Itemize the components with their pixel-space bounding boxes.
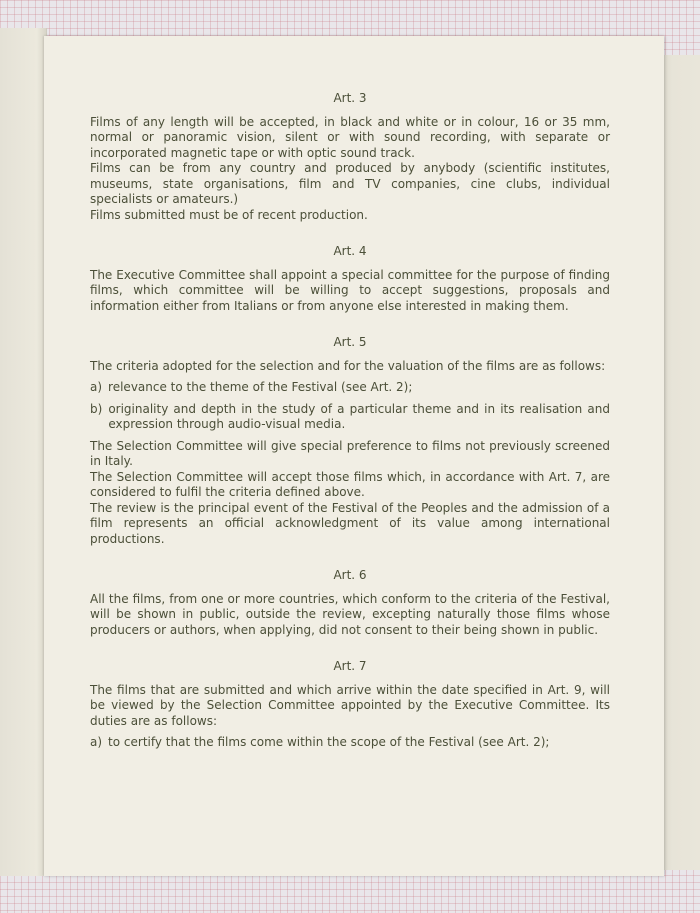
- paragraph: The criteria adopted for the selection and for the valuation of the films are as follows:: [90, 358, 606, 373]
- article-heading: Art. 7: [333, 659, 367, 673]
- article-heading: Art. 4: [333, 244, 367, 258]
- list-marker: a): [90, 380, 103, 394]
- paragraph: The Selection Committee will accept those films which, in accordance with Art. 7, are considered to fulfil the criteria defined above.: [90, 469, 610, 499]
- article-3: [90, 91, 610, 223]
- article-heading: Art. 3: [333, 91, 367, 105]
- next-page-edge: [660, 55, 700, 870]
- paragraph: Films submitted must be of recent production.: [90, 207, 368, 222]
- previous-page-edge: [0, 28, 47, 876]
- paragraph: The review is the principal event of the Festival of the Peoples and the admission of a film represents an official acknowledgment of its value among international productions.: [90, 500, 610, 546]
- list-item: [90, 735, 610, 751]
- list-item: [90, 380, 610, 396]
- article-heading: Art. 5: [333, 335, 367, 349]
- article-heading: Art. 6: [333, 568, 367, 582]
- paragraph: Films of any length will be accepted, in black and white or in colour, 16 or 35 mm, normal or panoramic vision, silent or with sound recording, with separate or incorporated magnetic tape or with optic sound track.: [90, 114, 610, 160]
- list-marker: a): [90, 735, 103, 749]
- list-item: [90, 402, 610, 433]
- list-marker: b): [90, 401, 103, 416]
- article-4: [90, 244, 610, 314]
- list-item-text: to certify that the films come within the scope of the Festival (see Art. 2);: [108, 735, 550, 749]
- article-5: [90, 335, 610, 547]
- list-item-text: originality and depth in the study of a particular theme and in its realisation and expression through audio-visual media.: [108, 401, 610, 431]
- paragraph: All the films, from one or more countries, which conform to the criteria of the Festival, will be shown in public, outside the review, excepting naturally those films whose producers or authors, when applying, did not consent to their being shown in public.: [90, 591, 610, 637]
- paragraph: The Selection Committee will give special preference to films not previously screened in Italy.: [90, 438, 610, 468]
- paragraph: The films that are submitted and which arrive within the date specified in Art. 9, will be viewed by the Selection Committee appointed by the Executive Committee. Its duties are as follows:: [90, 682, 610, 728]
- article-6: [90, 568, 610, 638]
- page-content: [90, 91, 610, 751]
- document-page: [44, 36, 664, 876]
- paragraph: The Executive Committee shall appoint a special committee for the purpose of finding films, which committee will be willing to accept suggestions, proposals and information either from Italians or from anyone else interested in making them.: [90, 267, 610, 313]
- article-7: [90, 659, 610, 751]
- list-item-text: relevance to the theme of the Festival (see Art. 2);: [108, 380, 413, 394]
- paragraph: Films can be from any country and produced by anybody (scientific institutes, museums, state organisations, film and TV companies, cine clubs, individual specialists or amateurs.): [90, 161, 610, 206]
